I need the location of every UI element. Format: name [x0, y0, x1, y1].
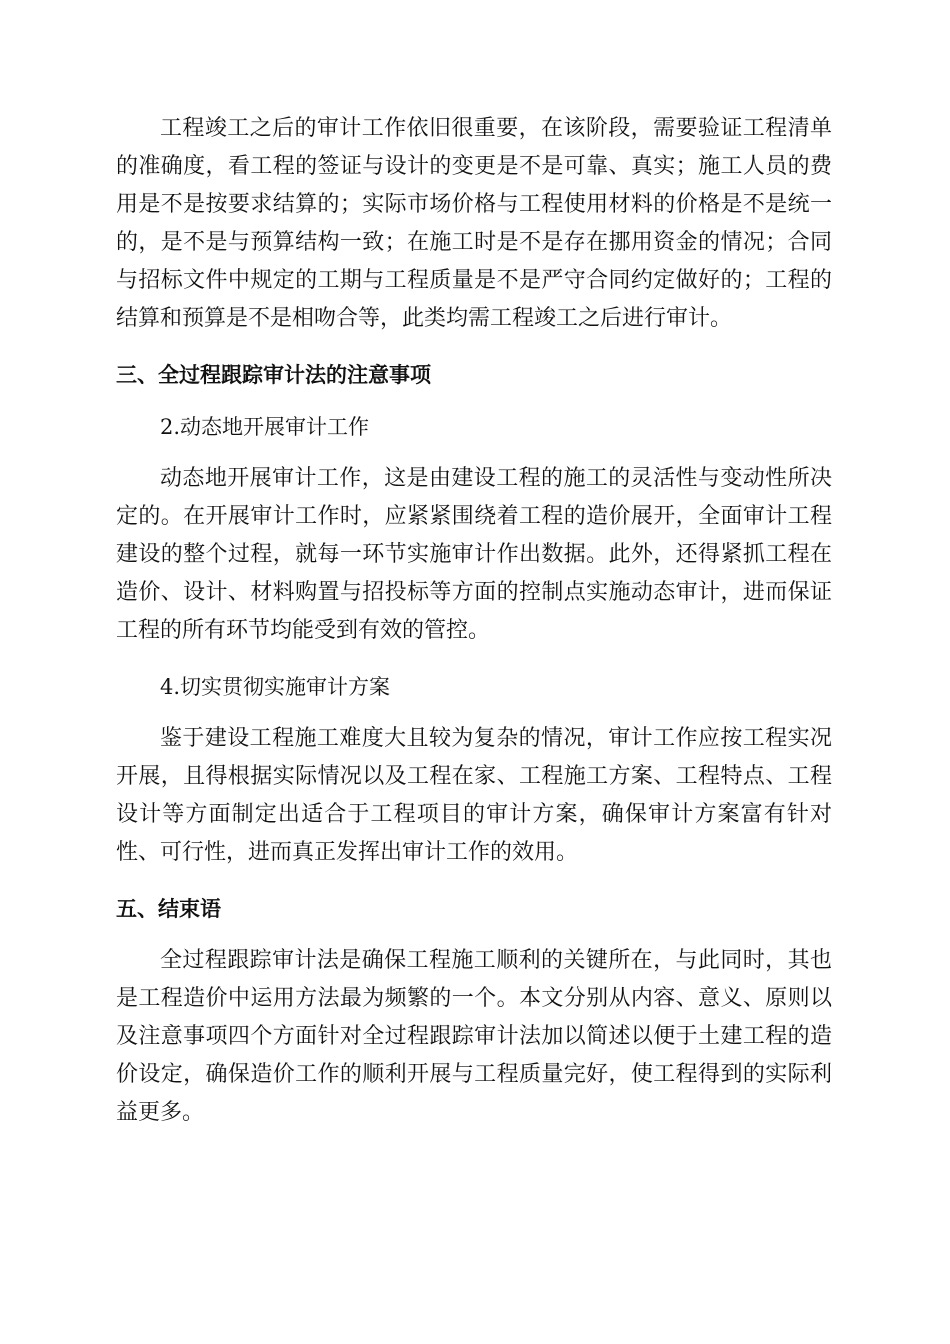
section-heading-conclusion: 五、结束语: [116, 897, 221, 921]
paragraph-audit-plan: 鉴于建设工程施工难度大且较为复杂的情况，审计工作应按工程实况开展，且得根据实际情况以及工程在家、工程施工方案、工程特点、工程设计等方面制定出适合于工程项目的审计方案，确保审计方案富有针对性、可行性，进而真正发挥出审计工作的效用。: [116, 726, 832, 865]
section-heading-notes: 三、全过程跟踪审计法的注意事项: [116, 363, 431, 387]
paragraph-conclusion: 全过程跟踪审计法是确保工程施工顺利的关键所在，与此同时，其也是工程造价中运用方法最为频繁的一个。本文分别从内容、意义、原则以及注意事项四个方面针对全过程跟踪审计法加以简述以便于土建工程的造价设定，确保造价工作的顺利开展与工程质量完好，使工程得到的实际利益更多。: [116, 948, 832, 1125]
paragraph-completion-audit: 工程竣工之后的审计工作依旧很重要，在该阶段，需要验证工程清单的准确度，看工程的签证与设计的变更是不是可靠、真实；施工人员的费用是不是按要求结算的；实际市场价格与工程使用材料的价格是不是统一的，是不是与预算结构一致；在施工时是不是存在挪用资金的情况；合同与招标文件中规定的工期与工程质量是不是严守合同约定做好的；工程的结算和预算是不是相吻合等，此类均需工程竣工之后进行审计。: [116, 116, 832, 331]
sub-heading-dynamic-audit: 2.动态地开展审计工作: [160, 415, 370, 439]
paragraph-dynamic-audit: 动态地开展审计工作，这是由建设工程的施工的灵活性与变动性所决定的。在开展审计工作时，应紧紧围绕着工程的造价展开，全面审计工程建设的整个过程，就每一环节实施审计作出数据。此外，还得紧抓工程在造价、设计、材料购置与招投标等方面的控制点实施动态审计，进而保证工程的所有环节均能受到有效的管控。: [116, 466, 832, 643]
sub-heading-audit-plan: 4.切实贯彻实施审计方案: [160, 675, 391, 699]
